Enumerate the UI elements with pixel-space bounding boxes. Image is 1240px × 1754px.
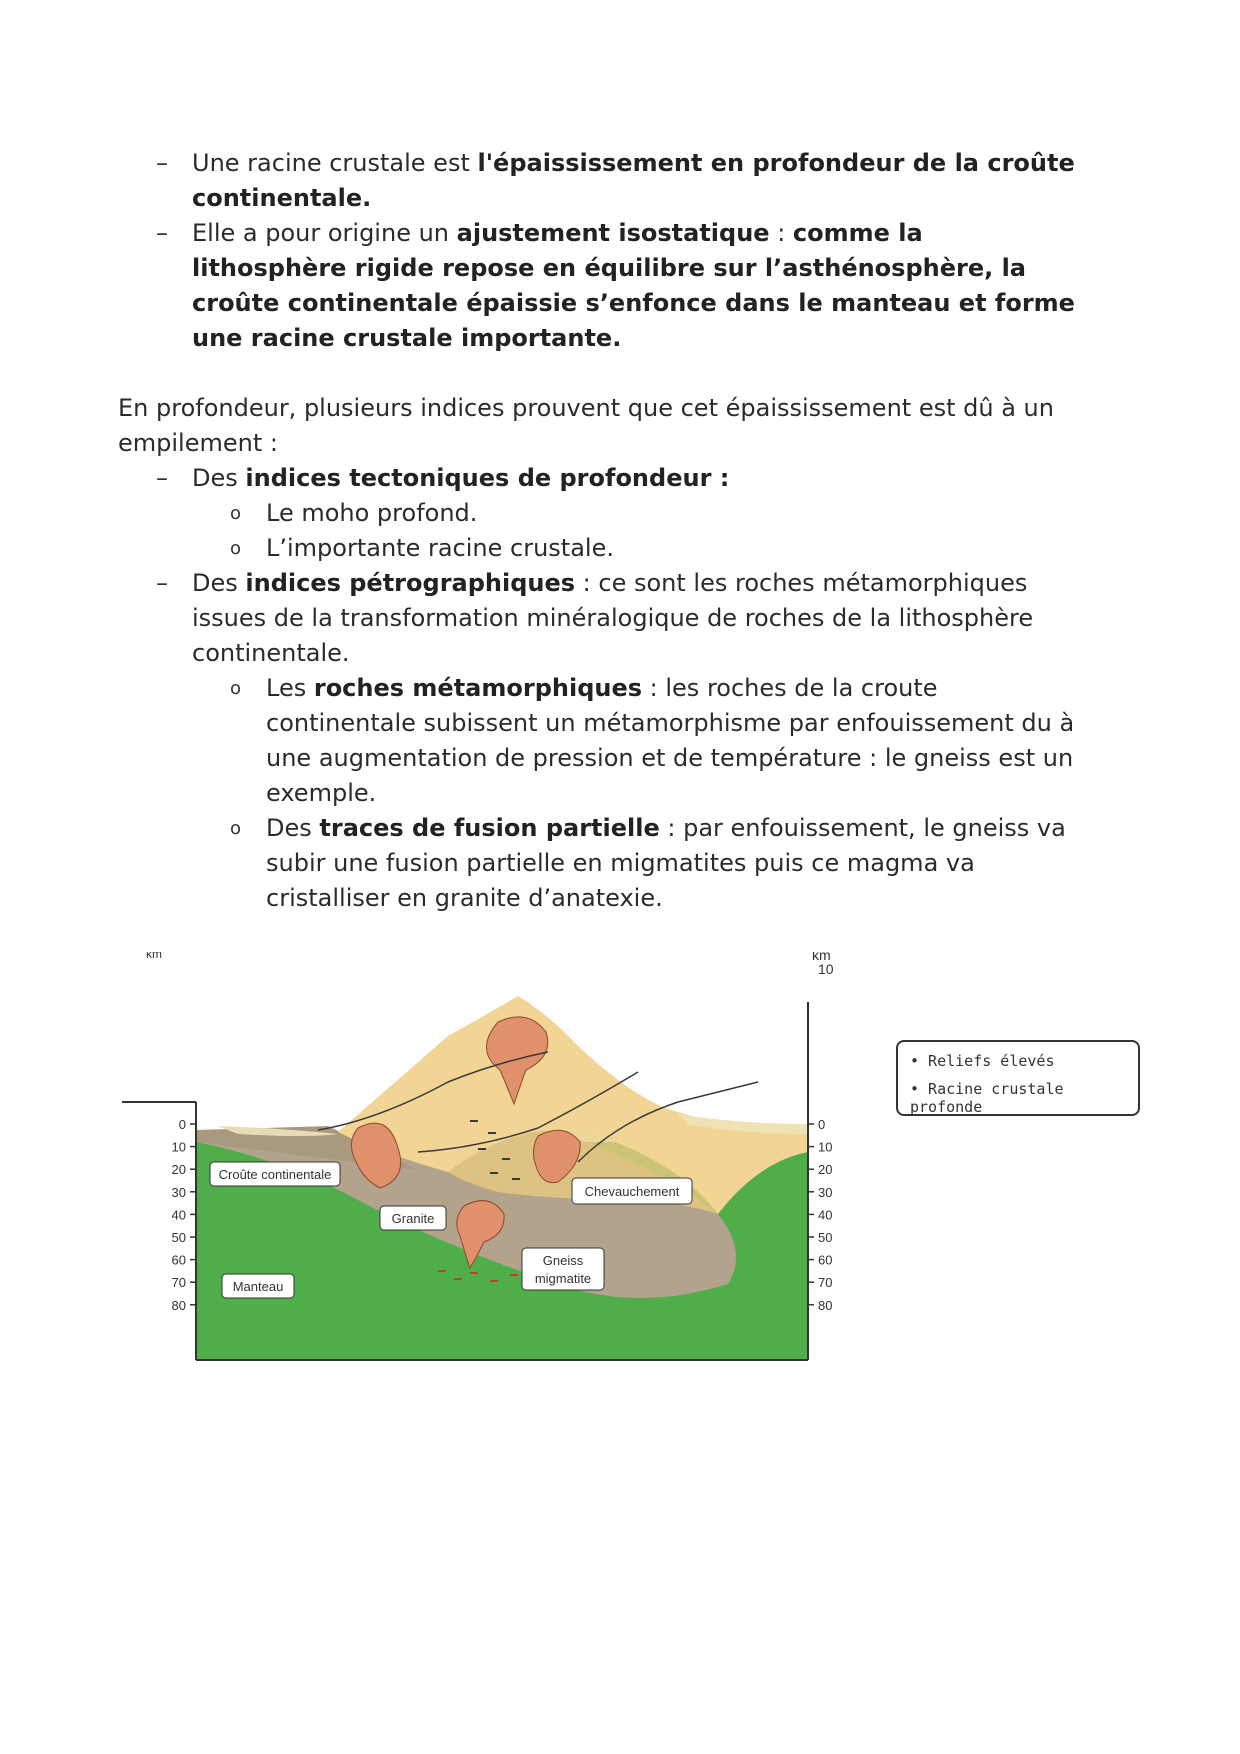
bullet-2-line-3: croûte continentale épaissie s’enfonce dans le manteau et forme <box>192 289 1075 317</box>
depth-tick-label: 0 <box>818 1117 826 1132</box>
petro-sub2-line-1: Des traces de fusion partielle : par enfouissement, le gneiss va <box>266 814 1066 842</box>
depth-tick-label: 80 <box>171 1297 186 1313</box>
legend-item: • Racine crustale profonde <box>910 1080 1064 1116</box>
left-depth-ticks <box>172 1117 196 1313</box>
paragraph-line-2: empilement : <box>118 429 278 457</box>
figure-legend <box>896 1040 1140 1116</box>
bullet-2-line-4: une racine crustale importante. <box>192 324 622 352</box>
petro-line-3: continentale. <box>192 639 350 667</box>
bullet-1-line-1: Une racine crustale est l'épaississement en profondeur de la croûte <box>192 149 1075 177</box>
petro-sub1-line-3: une augmentation de pression et de température : le gneiss est un <box>266 744 1074 772</box>
svg-text:Gneiss: Gneiss <box>542 1253 584 1268</box>
svg-text:Manteau: Manteau <box>232 1279 284 1294</box>
bullet-2-line-2: lithosphère rigide repose en équilibre sur l’asthénosphère, la <box>192 254 1026 282</box>
label-gneiss-migmatite <box>522 1248 604 1290</box>
circle-bullet: o <box>230 538 242 559</box>
petro-sub1-line-1: Les roches métamorphiques : les roches de la croute <box>266 674 938 702</box>
bullet-2-line-1: Elle a pour origine un ajustement isostatique : comme la <box>192 219 923 247</box>
dash-bullet: – <box>156 569 168 597</box>
legend-item: • Reliefs élevés <box>910 1052 1055 1070</box>
geology-cross-section <box>118 952 1142 1372</box>
right-axis-top-tick: 10 <box>818 961 834 977</box>
depth-tick-label: 40 <box>171 1207 186 1223</box>
left-axis-unit: km <box>146 952 162 961</box>
bullet-1-line-2: continentale. <box>192 184 372 212</box>
right-axis-unit: km <box>812 952 831 963</box>
tecto-heading: Des indices tectoniques de profondeur : <box>192 464 730 492</box>
tecto-sub-1: Le moho profond. <box>266 499 478 527</box>
depth-tick-label: 50 <box>818 1230 833 1245</box>
svg-text:Chevauchement: Chevauchement <box>584 1184 680 1199</box>
depth-tick-label: 80 <box>818 1297 833 1313</box>
label-manteau <box>222 1274 294 1298</box>
cross-section-svg <box>118 952 1142 1372</box>
svg-text:Croûte continentale: Croûte continentale <box>218 1167 332 1182</box>
depth-tick-label: 60 <box>171 1252 186 1268</box>
depth-tick-label: 10 <box>818 1139 833 1155</box>
depth-tick-label: 60 <box>818 1252 833 1268</box>
depth-tick-label: 50 <box>171 1230 186 1245</box>
svg-text:migmatite: migmatite <box>534 1271 592 1286</box>
depth-tick-label: 30 <box>171 1184 186 1200</box>
dash-bullet: – <box>156 149 168 177</box>
petro-line-2: issues de la transformation minéralogique de roches de la lithosphère <box>192 604 1034 632</box>
right-depth-ticks <box>808 1117 832 1313</box>
tecto-sub-2: L’importante racine crustale. <box>266 534 614 562</box>
circle-bullet: o <box>230 503 242 524</box>
label-croute <box>210 1162 340 1186</box>
circle-bullet: o <box>230 818 242 839</box>
depth-tick-label: 20 <box>171 1162 186 1178</box>
depth-tick-label: 0 <box>178 1117 186 1132</box>
petro-sub2-line-3: cristalliser en granite d’anatexie. <box>266 884 663 912</box>
petro-sub1-line-4: exemple. <box>266 779 377 807</box>
depth-tick-label: 70 <box>171 1275 186 1291</box>
svg-text:Granite: Granite <box>391 1211 435 1226</box>
depth-tick-label: 70 <box>818 1275 833 1291</box>
petro-line-1: Des indices pétrographiques : ce sont les roches métamorphiques <box>192 569 1028 597</box>
circle-bullet: o <box>230 678 242 699</box>
depth-tick-label: 20 <box>818 1162 833 1178</box>
label-chevauchement <box>572 1178 692 1204</box>
depth-tick-label: 30 <box>818 1184 833 1200</box>
petro-sub1-line-2: continentale subissent un métamorphisme par enfouissement du à <box>266 709 1075 737</box>
dash-bullet: – <box>156 219 168 247</box>
depth-tick-label: 40 <box>818 1207 833 1223</box>
depth-tick-label: 10 <box>171 1139 186 1155</box>
dash-bullet: – <box>156 464 168 492</box>
petro-sub2-line-2: subir une fusion partielle en migmatites puis ce magma va <box>266 849 975 877</box>
label-granite <box>380 1206 446 1230</box>
paragraph-line-1: En profondeur, plusieurs indices prouvent que cet épaississement est dû à un <box>118 394 1054 422</box>
